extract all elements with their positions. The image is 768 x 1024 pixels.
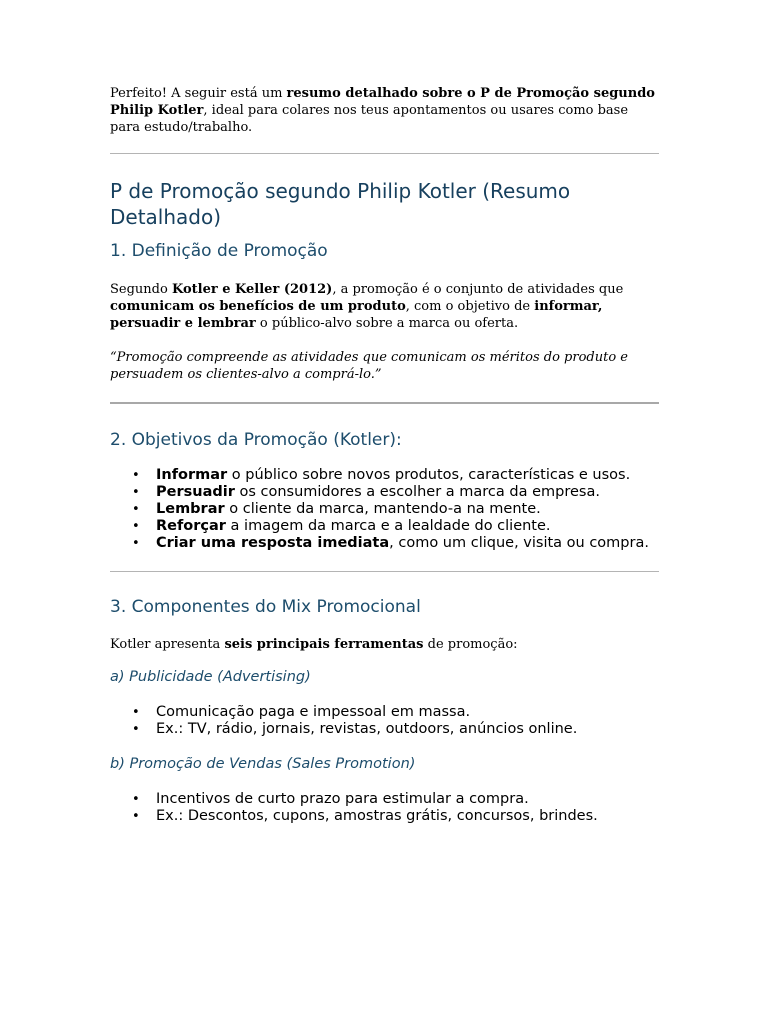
section-1-heading: 1. Definição de Promoção xyxy=(110,241,328,261)
objective-bold: Informar xyxy=(156,467,228,483)
divider-1 xyxy=(110,153,659,154)
definition-text-4: o público-alvo sobre a marca ou oferta. xyxy=(255,316,519,331)
mix-intro-bold: seis principais ferramentas xyxy=(224,637,424,652)
mix-intro-text-2: de promoção: xyxy=(423,637,518,652)
objective-bold: Persuadir xyxy=(156,484,235,500)
objective-text: o cliente da marca, mantendo-a na mente. xyxy=(224,501,541,517)
objective-text: a imagem da marca e a lealdade do cliente. xyxy=(225,518,551,534)
section-2-heading: 2. Objetivos da Promoção (Kotler): xyxy=(110,430,402,450)
advertising-list xyxy=(110,704,659,738)
intro-bold-text: resumo detalhado sobre o P de Promoção segundo Philip Kotler xyxy=(110,86,655,118)
objective-text: , como um clique, visita ou compra. xyxy=(389,535,649,551)
objective-text: o público sobre novos produtos, características e usos. xyxy=(227,467,631,483)
objective-bold: Lembrar xyxy=(156,501,225,517)
definition-quote xyxy=(110,349,659,383)
divider-3 xyxy=(110,571,659,572)
objective-bold: Reforçar xyxy=(156,518,226,534)
definition-text-3: , com o objetivo de xyxy=(405,299,535,314)
list-item xyxy=(156,518,659,535)
list-item: • Ex.: Descontos, cupons, amostras grátis, concursos, brindes. xyxy=(156,808,659,825)
intro-paragraph xyxy=(110,85,659,136)
list-item xyxy=(156,467,659,484)
definition-bold-2: comunicam os benefícios de um produto xyxy=(110,299,406,314)
list-item xyxy=(156,501,659,518)
sales-promotion-list xyxy=(110,791,659,825)
definition-paragraph xyxy=(110,281,659,332)
quote-text: “Promoção compreende as atividades que comunicam os méritos do produto e persuadem os clientes-alvo a comprá-lo.” xyxy=(110,350,628,382)
list-item xyxy=(156,535,659,552)
definition-text-2: , a promoção é o conjunto de atividades que xyxy=(332,282,624,297)
document-title: P de Promoção segundo Philip Kotler (Resumo Detalhado) xyxy=(110,179,571,229)
divider-2 xyxy=(110,402,659,404)
objective-bold: Criar uma resposta imediata xyxy=(156,535,390,551)
list-item: • Ex.: TV, rádio, jornais, revistas, outdoors, anúncios online. xyxy=(156,721,659,738)
definition-text-1: Segundo xyxy=(110,282,172,297)
subsection-a-heading: a) Publicidade (Advertising) xyxy=(110,669,311,685)
list-item xyxy=(156,484,659,501)
subsection-b-heading: b) Promoção de Vendas (Sales Promotion) xyxy=(110,756,416,772)
objective-text: os consumidores a escolher a marca da empresa. xyxy=(234,484,600,500)
intro-text-2: , ideal para colares nos teus apontamentos ou usares como base para estudo/trabalho. xyxy=(110,103,629,135)
list-item: • Incentivos de curto prazo para estimular a compra. xyxy=(156,791,659,808)
mix-intro-text-1: Kotler apresenta xyxy=(110,637,225,652)
intro-text-1: Perfeito! A seguir está um xyxy=(110,86,287,101)
definition-bold-1: Kotler e Keller (2012) xyxy=(171,282,333,297)
mix-intro-paragraph xyxy=(110,636,659,653)
section-3-heading: 3. Componentes do Mix Promocional xyxy=(110,597,421,617)
definition-bold-3: informar, persuadir e lembrar xyxy=(110,299,603,331)
list-item: • Comunicação paga e impessoal em massa. xyxy=(156,704,659,721)
objectives-list xyxy=(110,467,659,552)
